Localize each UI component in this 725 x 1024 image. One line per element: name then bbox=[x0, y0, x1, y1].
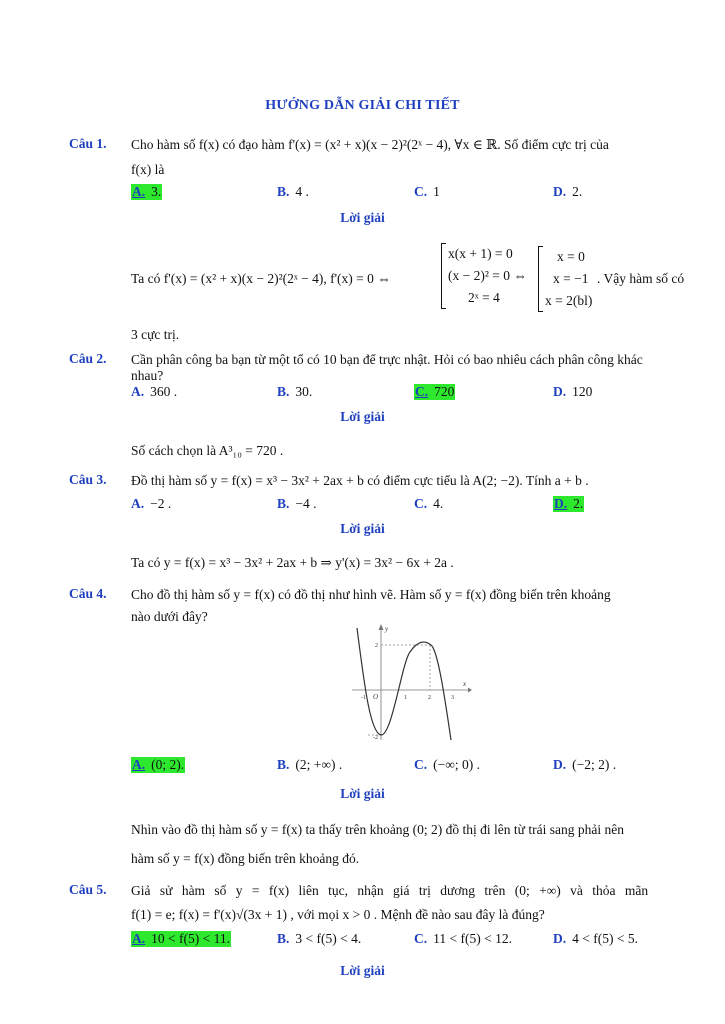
y-axis-arrow bbox=[379, 624, 384, 630]
q5-option-d[interactable]: D. 4 < f(5) < 5. bbox=[553, 931, 638, 946]
q2-solution-text: Số cách chọn là A³₁₀ = 720 . bbox=[131, 443, 284, 458]
question-2-text: Cần phân công ba bạn từ một tổ có 10 bạn để trực nhật. Hỏi có bao nhiêu cách phân công khác bbox=[131, 352, 643, 367]
q1-solution-end: 3 cực trị. bbox=[131, 327, 180, 342]
q1-option-a[interactable]: A. 3. bbox=[132, 184, 162, 199]
question-5-text-2: f(1) = e; f(x) = f'(x)√(3x + 1) , với mọi x > 0 . Mệnh đề nào sau đây là đúng? bbox=[131, 907, 545, 922]
function-graph bbox=[348, 622, 472, 744]
x-tick-2: 2 bbox=[428, 695, 431, 701]
question-5-text: Giả sử hàm số y = f(x) liên tục, nhận giá trị dương trên (0; +∞) và thỏa mãn bbox=[131, 883, 649, 898]
q1-option-b[interactable]: B. 4 . bbox=[277, 184, 309, 199]
y-tick-2: 2 bbox=[375, 643, 378, 649]
origin-label: O bbox=[373, 693, 379, 701]
q1-system-left: x(x + 1) = 0 (x − 2)² = 0 ⇔ 2ˣ = 4 bbox=[441, 243, 527, 309]
x-axis-label: x bbox=[463, 680, 467, 688]
page-title: HƯỚNG DẪN GIẢI CHI TIẾT bbox=[265, 98, 460, 113]
q4-option-b[interactable]: B. (2; +∞) . bbox=[277, 757, 343, 772]
question-1-text: Cho hàm số f(x) có đạo hàm f'(x) = (x² + x)(x − 2)²(2ˣ − 4), ∀x ∈ ℝ. Số điểm cực trị của bbox=[131, 137, 609, 152]
q3-solution-text: Ta có y = f(x) = x³ − 3x² + 2ax + b ⇒ y'(x) = 3x² − 6x + 2a . bbox=[131, 555, 454, 570]
q3-solution-title: Lời giải bbox=[340, 521, 385, 536]
question-4-text: Cho đồ thị hàm số y = f(x) có đồ thị như hình vẽ. Hàm số y = f(x) đồng biến trên khoảng bbox=[131, 587, 611, 602]
q2-option-c[interactable]: C. 720 bbox=[415, 384, 455, 399]
q3-option-c[interactable]: C. 4. bbox=[414, 496, 444, 511]
q4-option-d[interactable]: D. (−2; 2) . bbox=[553, 757, 617, 772]
q3-option-b[interactable]: B. −4 . bbox=[277, 496, 317, 511]
x-tick-minus-1: -1 bbox=[361, 695, 366, 701]
x-axis-arrow bbox=[468, 688, 472, 693]
question-2-label: Câu 2. bbox=[69, 351, 107, 366]
q4-solution-title: Lời giải bbox=[340, 786, 385, 801]
q4-solution-text-2: hàm số y = f(x) đồng biến trên khoảng đó. bbox=[131, 851, 360, 866]
q2-option-a[interactable]: A. 360 . bbox=[131, 384, 178, 399]
y-tick-minus-2: -2 bbox=[373, 735, 378, 741]
question-4-text-2: nào dưới đây? bbox=[131, 609, 208, 624]
q1-solution-suffix: . Vậy hàm số có bbox=[597, 271, 685, 286]
q5-option-c[interactable]: C. 11 < f(5) < 12. bbox=[414, 931, 512, 946]
q1-option-c[interactable]: C. 1 bbox=[414, 184, 440, 199]
q1-solution-title: Lời giải bbox=[340, 210, 385, 225]
q2-solution-title: Lời giải bbox=[340, 409, 385, 424]
q2-option-b[interactable]: B. 30. bbox=[277, 384, 313, 399]
question-3-label: Câu 3. bbox=[69, 472, 107, 487]
function-curve bbox=[357, 628, 451, 740]
q1-solution-text: Ta có f'(x) = (x² + x)(x − 2)²(2ˣ − 4), f'(x) = 0 ⇔ bbox=[131, 271, 391, 286]
question-4-label: Câu 4. bbox=[69, 586, 107, 601]
q3-option-a[interactable]: A. −2 . bbox=[131, 496, 172, 511]
q4-option-a[interactable]: A. (0; 2). bbox=[132, 757, 185, 772]
y-axis-label: y bbox=[385, 625, 389, 633]
q1-system-right: x = 0 x = −1 x = 2(bl) bbox=[538, 246, 592, 312]
question-2-text-2: nhau? bbox=[131, 368, 164, 383]
question-1-label: Câu 1. bbox=[69, 136, 107, 151]
q3-option-d[interactable]: D. 2. bbox=[554, 496, 584, 511]
q5-option-a[interactable]: A. 10 < f(5) < 11. bbox=[132, 931, 230, 946]
x-tick-3: 3 bbox=[451, 695, 454, 701]
q4-solution-text: Nhìn vào đồ thị hàm số y = f(x) ta thấy trên khoảng (0; 2) đồ thị đi lên từ trái sang phải nên bbox=[131, 822, 624, 837]
question-1-text-2: f(x) là bbox=[131, 162, 165, 177]
q4-option-c[interactable]: C. (−∞; 0) . bbox=[414, 757, 480, 772]
question-3-text: Đồ thị hàm số y = f(x) = x³ − 3x² + 2ax + b có điểm cực tiểu là A(2; −2). Tính a + b . bbox=[131, 473, 589, 488]
q1-option-d[interactable]: D. 2. bbox=[553, 184, 583, 199]
q5-solution-title: Lời giải bbox=[340, 963, 385, 978]
q5-option-b[interactable]: B. 3 < f(5) < 4. bbox=[277, 931, 362, 946]
q2-option-d[interactable]: D. 120 bbox=[553, 384, 593, 399]
x-tick-1: 1 bbox=[404, 695, 407, 701]
question-5-label: Câu 5. bbox=[69, 882, 107, 897]
